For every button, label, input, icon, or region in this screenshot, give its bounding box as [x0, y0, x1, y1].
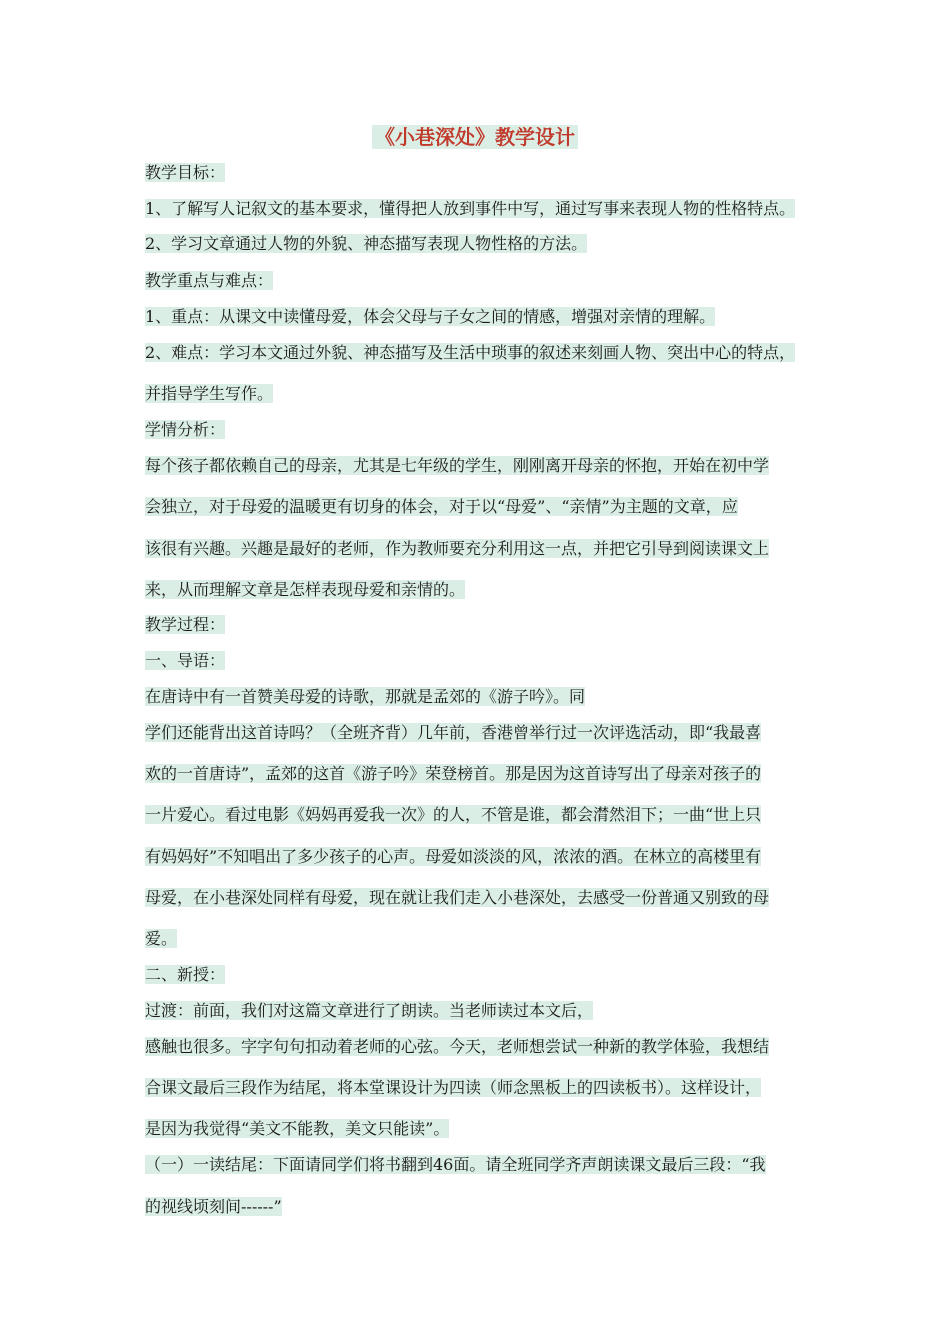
text-line-content: （一）一读结尾：下面请同学们将书翻到46面。请全班同学齐声朗读课文最后三段：“我 — [145, 1155, 766, 1174]
text-line — [145, 1075, 761, 1101]
text-line-content: 1、重点：从课文中读懂母爱，体会父母与子女之间的情感，增强对亲情的理解。 — [145, 307, 716, 326]
text-line — [145, 998, 593, 1024]
text-line — [145, 577, 465, 603]
text-line — [145, 885, 769, 911]
text-line — [145, 160, 225, 186]
text-line — [145, 453, 769, 479]
document-title-text: 《小巷深处》教学设计 — [372, 125, 578, 149]
text-line-content: 教学过程： — [145, 615, 226, 634]
text-line-content: 感触也很多。字字句句扣动着老师的心弦。今天，老师想尝试一种新的教学体验，我想结 — [145, 1037, 770, 1056]
text-line-content: 会独立，对于母爱的温暖更有切身的体会，对于以“母爱”、“亲情”为主题的文章，应 — [145, 497, 738, 516]
text-line — [145, 761, 761, 787]
text-line-content: 2、学习文章通过人物的外貌、神态描写表现人物性格的方法。 — [145, 234, 588, 253]
text-line-content: 一、导语： — [145, 651, 226, 670]
text-line — [145, 304, 715, 330]
text-line — [145, 1116, 449, 1142]
text-line-content: 的视线顷刻间------” — [145, 1197, 282, 1216]
text-line-content: 来，从而理解文章是怎样表现母爱和亲情的。 — [145, 580, 466, 599]
text-line — [145, 648, 225, 674]
text-line-content: 母爱，在小巷深处同样有母爱，现在就让我们走入小巷深处，去感受一份普通又别致的母 — [145, 888, 770, 907]
text-line-content: 2、难点：学习本文通过外貌、神态描写及生活中琐事的叙述来刻画人物、突出中心的特点， — [145, 343, 796, 362]
text-line — [145, 231, 587, 257]
document-title — [0, 122, 950, 152]
text-line-content: 教学重点与难点： — [145, 271, 274, 290]
text-line — [145, 962, 225, 988]
text-line-content: 合课文最后三段作为结尾，将本堂课设计为四读（师念黑板上的四读板书）。这样设计， — [145, 1078, 762, 1097]
text-line — [145, 1194, 282, 1220]
text-line — [145, 684, 585, 710]
text-line-content: 有妈妈好”不知唱出了多少孩子的心声。母爱如淡淡的风，浓浓的酒。在林立的高楼里有 — [145, 847, 762, 866]
text-line — [145, 802, 761, 828]
text-line — [145, 720, 761, 746]
text-line — [145, 1152, 766, 1178]
text-line — [145, 417, 225, 443]
text-line — [145, 268, 273, 294]
text-line-content: 学们还能背出这首诗吗？（全班齐背）几年前，香港曾举行过一次评选活动，即“我最喜 — [145, 723, 762, 742]
text-line — [145, 844, 761, 870]
text-line — [145, 612, 225, 638]
text-line-content: 过渡：前面，我们对这篇文章进行了朗读。当老师读过本文后， — [145, 1001, 594, 1020]
text-line-content: 在唐诗中有一首赞美母爱的诗歌，那就是孟郊的《游子吟》。同 — [145, 687, 586, 706]
text-line-content: 1、了解写人记叙文的基本要求，懂得把人放到事件中写，通过写事来表现人物的性格特点。 — [145, 199, 796, 218]
text-line — [145, 494, 738, 520]
text-line-content: 教学目标： — [145, 163, 226, 182]
text-line-content: 一片爱心。看过电影《妈妈再爱我一次》的人，不管是谁，都会潸然泪下；一曲“世上只 — [145, 805, 762, 824]
text-line-content: 该很有兴趣。兴趣是最好的老师，作为教师要充分利用这一点，并把它引导到阅读课文上 — [145, 539, 770, 558]
text-line — [145, 381, 273, 407]
text-line — [145, 1034, 769, 1060]
text-line-content: 并指导学生写作。 — [145, 384, 274, 403]
text-line-content: 二、新授： — [145, 965, 226, 984]
text-line — [145, 196, 795, 222]
text-line — [145, 536, 769, 562]
text-line — [145, 926, 177, 952]
text-line-content: 是因为我觉得“美文不能教，美文只能读”。 — [145, 1119, 450, 1138]
text-line-content: 欢的一首唐诗”，孟郊的这首《游子吟》荣登榜首。那是因为这首诗写出了母亲对孩子的 — [145, 764, 762, 783]
text-line-content: 爱。 — [145, 929, 178, 948]
text-line-content: 学情分析： — [145, 420, 226, 439]
text-line — [145, 340, 795, 366]
text-line-content: 每个孩子都依赖自己的母亲，尤其是七年级的学生，刚刚离开母亲的怀抱，开始在初中学 — [145, 456, 770, 475]
